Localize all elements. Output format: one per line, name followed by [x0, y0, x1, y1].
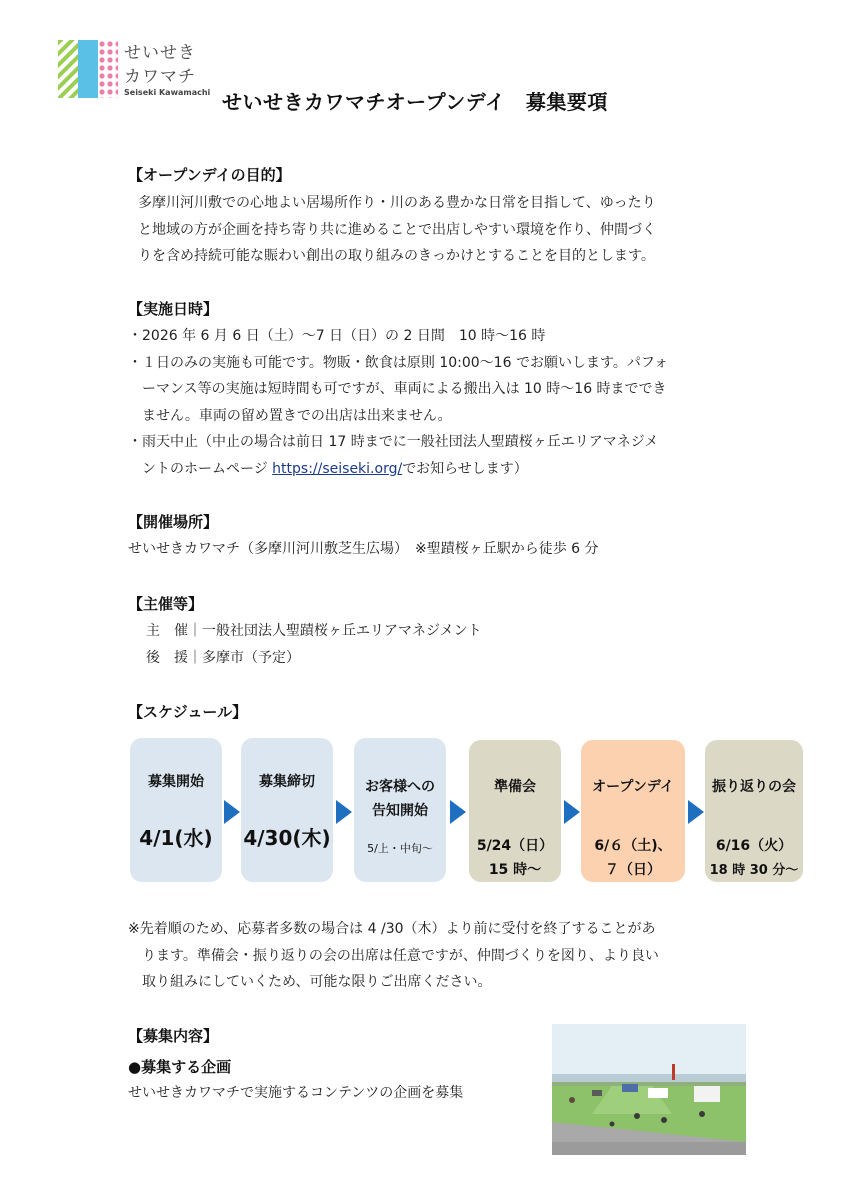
- dates-line: ・雨天中止（中止の場合は前日 17 時までに一般社団法人聖蹟桜ヶ丘エリアマネジメ: [128, 434, 659, 450]
- schedule-step-date: 5/上・中旬～: [367, 842, 433, 855]
- schedule-step-open-day: [581, 740, 685, 882]
- logo-stripes-icon: [58, 40, 118, 98]
- schedule-note: [128, 916, 748, 996]
- logo-romaji: Seiseki Kawamachi: [124, 88, 211, 97]
- schedule-step-label: 振り返りの会: [712, 779, 796, 795]
- dates-line: ・2026 年 6 月 6 日（土）～7 日（日）の 2 日間 10 時～16 時: [128, 328, 546, 344]
- dates-line: ません。車両の留め置きでの出店は出来ません。: [142, 407, 452, 424]
- logo-text-line2: カワマチ: [124, 67, 196, 87]
- schedule-step-review-meeting: [705, 740, 803, 882]
- schedule-step-label: 準備会: [494, 779, 536, 795]
- schedule-step-label: お客様への: [365, 779, 435, 795]
- arrow-right-icon: [564, 800, 580, 824]
- dates-text: [128, 323, 748, 482]
- schedule-step-date: 6/16（火）: [715, 838, 793, 854]
- recruit-heading: 【募集内容】: [128, 1027, 219, 1045]
- schedule-step-recruit-start: [130, 738, 222, 882]
- venue-heading: 【開催場所】: [128, 513, 219, 531]
- riverside-event-image: [552, 1024, 746, 1155]
- venue-text: せいせきカワマチ（多摩川河川敷芝生広場） ※聖蹟桜ヶ丘駅から徒歩 6 分: [128, 541, 599, 557]
- logo: [58, 38, 218, 102]
- schedule-step-label: 募集開始: [148, 774, 204, 790]
- schedule-step-time: 15 時～: [488, 862, 542, 878]
- schedule-step-date: 5/24（日）: [476, 838, 554, 854]
- dates-heading: 【実施日時】: [128, 300, 219, 318]
- purpose-line: 多摩川河川敷での心地よい居場所作り・川のある豊かな日常を目指して、ゆったり: [138, 195, 656, 211]
- purpose-text: [138, 190, 738, 270]
- dates-line: [128, 456, 748, 483]
- schedule-step-date: 6/６（土)、: [594, 838, 672, 854]
- organizer-support: 後 援｜多摩市（予定）: [146, 649, 300, 666]
- schedule-step-date: 4/1(水): [139, 826, 213, 850]
- note-line: ります。準備会・振り返りの会の出席は任意ですが、仲間づくりを図り、より良い: [142, 947, 659, 964]
- dates-line: ーマンス等の実施は短時間も可ですが、車両による搬出入は 10 時～16 時まででき: [142, 381, 667, 397]
- organizer-host: 主 催｜一般社団法人聖蹟桜ヶ丘エリアマネジメント: [146, 623, 482, 639]
- schedule-step-label: オープンデイ: [592, 779, 674, 795]
- schedule-step-label: 募集締切: [259, 774, 315, 790]
- logo-text-line1: せいせき: [124, 43, 196, 63]
- homepage-link[interactable]: https://seiseki.org/: [272, 460, 403, 477]
- schedule-step-label: 告知開始: [372, 803, 428, 819]
- schedule-step-recruit-end: [241, 738, 333, 882]
- event-photo: [552, 1024, 746, 1155]
- purpose-line: りを含め持続可能な賑わい創出の取り組みのきっかけとすることを目的とします。: [138, 248, 655, 264]
- arrow-right-icon: [336, 800, 352, 824]
- dates-line: ・１日のみの実施も可能です。物販・飲食は原則 10:00～16 でお願いします。パフォ: [128, 354, 669, 371]
- purpose-heading: 【オープンデイの目的】: [128, 166, 291, 184]
- dates-line-post: でお知らせします）: [402, 460, 528, 477]
- note-line: 取り組みにしていくため、可能な限りご出席ください。: [142, 974, 492, 990]
- page-title: せいせきカワマチオープンデイ 募集要項: [222, 90, 608, 114]
- organizer-text: [146, 618, 482, 671]
- organizer-heading: 【主催等】: [128, 595, 204, 613]
- schedule-step-announce: [354, 738, 446, 882]
- recruit-text: せいせきカワマチで実施するコンテンツの企画を募集: [128, 1085, 464, 1101]
- arrow-right-icon: [450, 800, 466, 824]
- dates-line-pre: ントのホームページ: [142, 460, 273, 477]
- schedule-step-time: 18 時 30 分～: [709, 863, 799, 878]
- recruit-subheading: ●募集する企画: [128, 1058, 232, 1076]
- purpose-line: と地域の方が企画を持ち寄り共に進めることで出店しやすい環境を作り、仲間づく: [138, 221, 656, 238]
- schedule-heading: 【スケジュール】: [128, 703, 248, 721]
- schedule-step-prep-meeting: [469, 740, 561, 882]
- note-line: ※先着順のため、応募者多数の場合は 4 /30（木）より前に受付を終了することがあ: [128, 921, 656, 937]
- arrow-right-icon: [688, 800, 704, 824]
- schedule-step-date: 4/30(木): [243, 826, 331, 850]
- arrow-right-icon: [224, 800, 240, 824]
- schedule-step-date: ７（日）: [605, 862, 661, 878]
